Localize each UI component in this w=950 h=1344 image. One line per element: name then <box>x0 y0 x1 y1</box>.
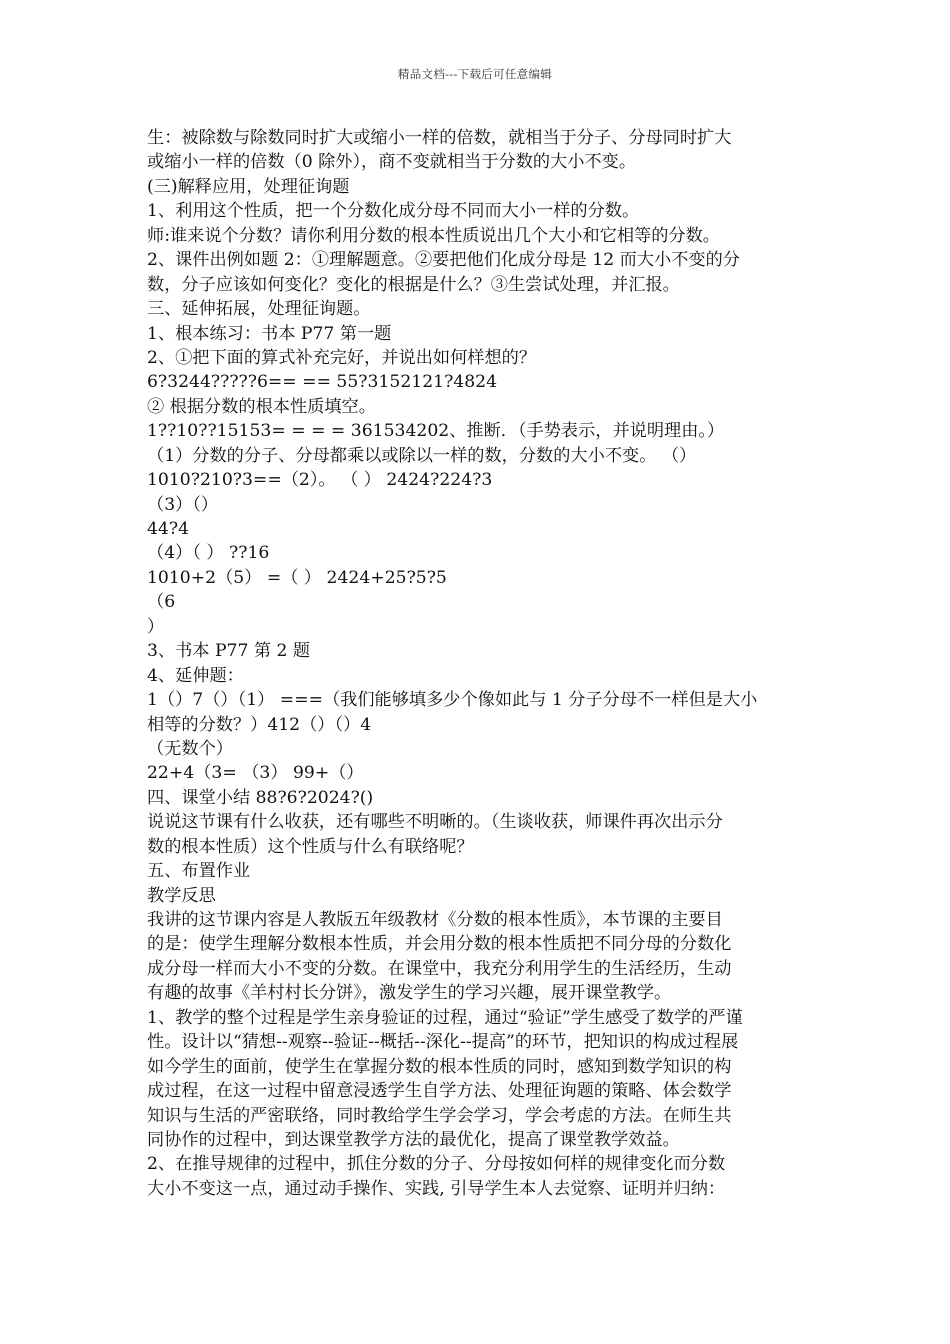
text-line: （1）分数的分子、分母都乘以或除以一样的数，分数的大小不变。 （） <box>147 445 697 466</box>
text-line: 我讲的这节课内容是人教版五年级教材《分数的根本性质》，本节课的主要目 <box>147 910 723 930</box>
text-line: 三、延伸拓展，处理征询题。 <box>147 299 371 320</box>
text-line: 五、布置作业 <box>147 861 251 882</box>
text-line: 22+4（3= （3） 99+（） <box>147 763 364 784</box>
text-line: 或缩小一样的倍数（0 除外），商不变就相当于分数的大小不变。 <box>147 152 637 173</box>
text-line: 2、课件出例如题 2：①理解题意。②要把他们化成分母是 12 而大小不变的分 <box>147 250 740 271</box>
text-line: 2、①把下面的算式补充完好，并说出如何样想的？ <box>147 347 537 368</box>
text-line: 相等的分数？）412（）（）4 <box>147 714 372 735</box>
text-line: 说说这节课有什么收获，还有哪些不明晰的。（生谈收获，师课件再次出示分 <box>147 812 723 833</box>
text-line: （3）（） <box>147 494 219 515</box>
text-line: ② 根据分数的根本性质填空。 <box>147 396 376 417</box>
text-line: 同协作的过程中，到达课堂教学方法的最优化，提高了课堂教学效益。 <box>147 1129 680 1150</box>
text-line: 生：被除数与除数同时扩大或缩小一样的倍数，就相当于分子、分母同时扩大 <box>147 128 732 148</box>
text-line: 1（）7（）（1） ===（我们能够填多少个像如此与 1 分子分母不一样但是大小 <box>147 690 758 711</box>
text-line: 的是：使学生理解分数根本性质，并会用分数的根本性质把不同分母的分数化 <box>147 934 732 955</box>
text-line: 44?4 <box>147 519 190 539</box>
text-line: 性。设计以“猜想--观察--验证--概括--深化--提高”的环节，把知识的构成过程展 <box>147 1032 739 1053</box>
text-line: 1??10??15153= = = = 361534202、推断．（手势表示，并说明理由。） <box>147 421 725 442</box>
text-line: ） <box>147 616 165 637</box>
text-line: 1010?210?3==（2）。 （ ） 2424?224?3 <box>147 470 493 491</box>
text-line: 大小不变这一点，通过动手操作、实践, 引导学生本人去觉察、证明并归纳： <box>147 1178 726 1199</box>
text-line: （4）（ ） ??16 <box>147 543 270 564</box>
text-line: 有趣的故事《羊村村长分饼》，激发学生的学习兴趣，展开课堂教学。 <box>147 983 672 1004</box>
text-line: 数，分子应该如何变化？变化的根据是什么？③生尝试处理，并汇报。 <box>147 274 680 295</box>
text-line: 3、书本 P77 第 2 题 <box>147 641 311 662</box>
text-line: 如今学生的面前，使学生在掌握分数的根本性质的同时，感知到数学知识的构 <box>147 1056 732 1077</box>
text-line: (三)解释应用，处理征询题 <box>147 176 350 197</box>
text-line: 1、教学的整个过程是学生亲身验证的过程，通过“验证”学生感受了数学的严谨 <box>147 1007 743 1028</box>
text-line: 2、在推导规律的过程中，抓住分数的分子、分母按如何样的规律变化而分数 <box>147 1154 726 1175</box>
text-line: 1、利用这个性质，把一个分数化成分母不同而大小一样的分数。 <box>147 201 640 222</box>
text-line: 教学反思 <box>147 885 216 906</box>
text-line: 成分母一样而大小不变的分数。在课堂中，我充分利用学生的生活经历，生动 <box>147 958 732 979</box>
text-line: 4、延伸题： <box>147 665 244 686</box>
body-text <box>147 126 812 1201</box>
text-line: 成过程，在这一过程中留意浸透学生自学方法、处理征询题的策略、体会数学 <box>147 1081 732 1102</box>
page-header: 精品文档---下载后可任意编辑 <box>397 67 553 81</box>
text-line: 1、根本练习：书本 P77 第一题 <box>147 323 392 344</box>
text-line: 四、课堂小结 88?6?2024?() <box>147 787 374 808</box>
text-line: 知识与生活的严密联络，同时教给学生学会学习，学会考虑的方法。在师生共 <box>147 1105 732 1126</box>
text-line: （6 <box>147 592 176 613</box>
text-line: 数的根本性质）这个性质与什么有联络呢？ <box>147 836 474 857</box>
text-line: 6?3244?????6== == 55?3152121?4824 <box>147 372 498 393</box>
text-line: （无数个） <box>147 738 233 759</box>
text-line: 1010+2（5） =（ ） 2424+25?5?5 <box>147 567 447 588</box>
text-line: 师:谁来说个分数？请你利用分数的根本性质说出几个大小和它相等的分数。 <box>147 225 720 246</box>
